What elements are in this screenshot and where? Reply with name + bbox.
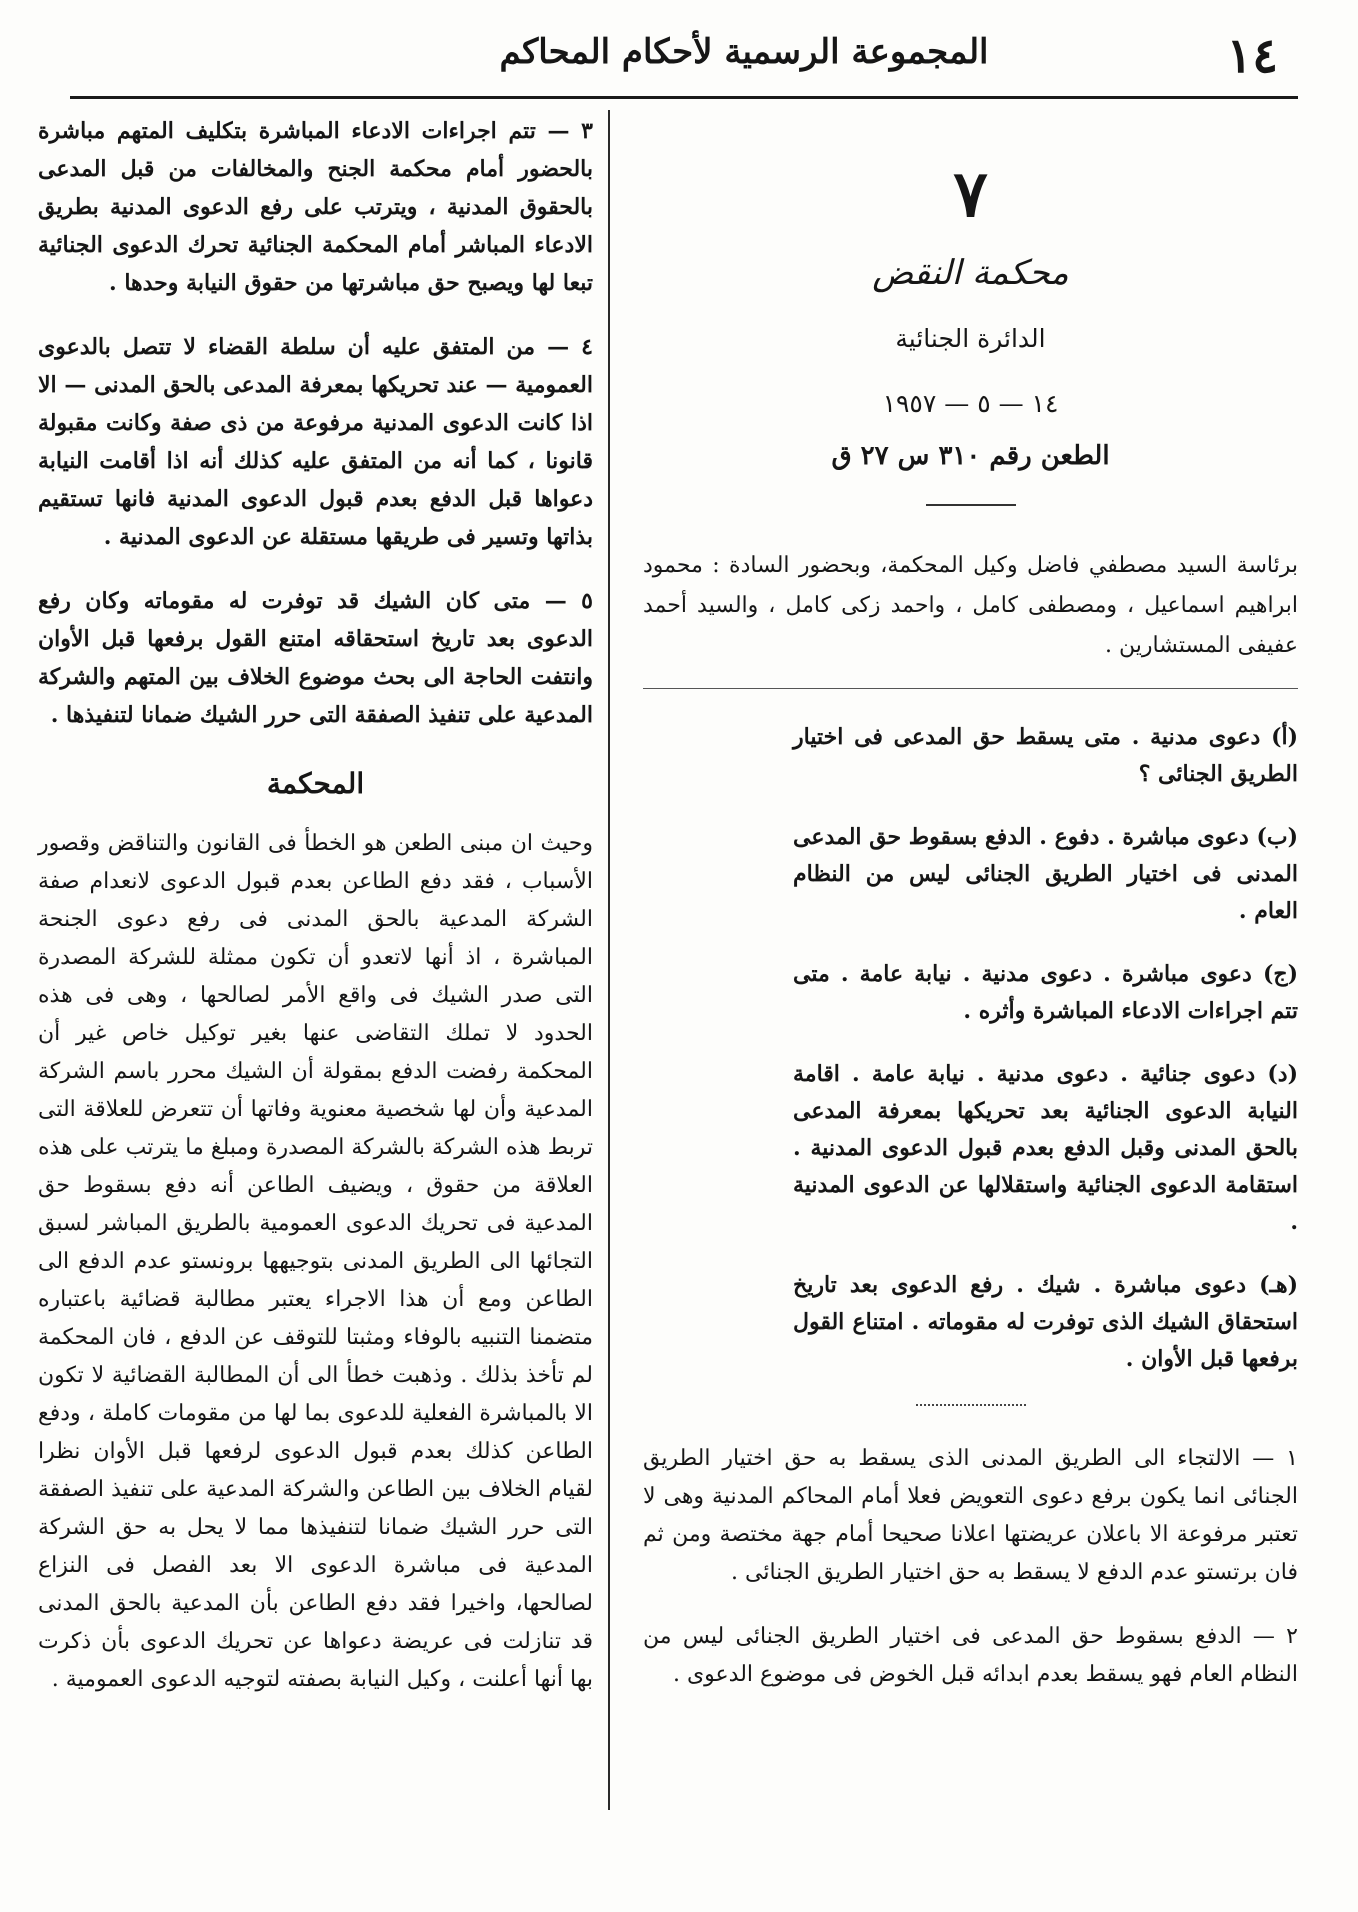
judgment-heading: المحكمة [266, 767, 365, 800]
appeal-number: الطعن رقم ٣١٠ س ٢٧ ق [831, 441, 1110, 471]
headnote-text: دعوى مباشرة . دفوع . الدفع بسقوط حق المدعى المدنى فى اختيار الطريق الجنائى ليس من النظام العام . [792, 824, 1298, 924]
headnote-mark: (د) [1267, 1061, 1298, 1087]
legal-principle: ٤ — من المتفق عليه أن سلطة القضاء لا تتصل بالدعوى العمومية — عند تحريكها بمعرفة المدعى بالحق المدنى — الا اذا كانت الدعوى المدنية مرفوعة من ذى صفة وكانت مقبولة قانونا ، كما أنه من المتفق عليه كذلك أنه اذا أقامت النيابة دعواها قبل الدفع بعدم قبول الدعوى المدنية فانها تستقيم بذاتها وتسير فى طريقها مستقلة عن الدعوى المدنية . [38, 334, 594, 550]
left-column [38, 112, 593, 1725]
headnote-mark: (ب) [1256, 824, 1298, 850]
headnote-text: دعوى مدنية . متى يسقط حق المدعى فى اختيار الطريق الجنائى ؟ [793, 724, 1298, 787]
headnote-text: دعوى مباشرة . شيك . رفع الدعوى بعد تاريخ استحقاق الشيك الذى توفرت له مقوماته . امتناع القول برفعها قبل الأوان . [793, 1272, 1298, 1372]
page-header [70, 22, 1298, 99]
separator-rule [916, 1404, 1026, 1406]
headnote [643, 819, 1298, 930]
presidency-paragraph: برئاسة السيد مصطفي فاضل وكيل المحكمة، وبحضور السادة : محمود ابراهيم اسماعيل ، ومصطفى كامل ، واحمد زكى كامل ، والسيد أحمد عفيفى المستشارين . [643, 553, 1298, 658]
legal-principle: ٥ — متى كان الشيك قد توفرت له مقوماته وكان رفع الدعوى بعد تاريخ استحقاقه امتنع القول برفعها قبل الأوان وانتفت الحاجة الى بحث موضوع الخلاف بين المتهم والشركة المدعية على تنفيذ الصفقة التى حرر الشيك ضمانا لتنفيذها . [38, 588, 593, 728]
right-column [643, 112, 1298, 1720]
headnote-text: دعوى جنائية . دعوى مدنية . نيابة عامة . اقامة النيابة الدعوى الجنائية بعد تحريكها بمعرفة المدعى بالحق المدنى وقبل الدفع بعدم قبول الدعوى المدنية . استقامة الدعوى الجنائية واستقلالها عن الدعوى المدنية . [793, 1061, 1298, 1235]
headnote-mark: (ج) [1262, 961, 1298, 987]
running-title: المجموعة الرسمية لأحكام المحاكم [499, 32, 989, 72]
headnote [643, 1056, 1298, 1241]
headnote-mark: (هـ) [1259, 1272, 1298, 1298]
legal-principle: ٣ — تتم اجراءات الادعاء المباشرة بتكليف المتهم مباشرة بالحضور أمام محكمة الجنح والمخالفات من قبل المدعى بالحقوق المدنية ، ويترتب على رفع الدعوى المدنية بطريق الادعاء المباشر أمام المحكمة الجنائية تحرك الدعوى الجنائية تبعا لها ويصبح حق مباشرتها من حقوق النيابة وحدها . [38, 118, 593, 296]
circuit-name: الدائرة الجنائية [895, 324, 1046, 353]
legal-principle: ٢ — الدفع بسقوط حق المدعى فى اختيار الطريق الجنائى ليس من النظام العام فهو يسقط بعدم ابدائه قبل الخوض فى موضوع الدعوى . [643, 1624, 1298, 1687]
headnote [643, 956, 1298, 1030]
headnote-mark: (أ) [1271, 724, 1298, 750]
legal-principle: ١ — الالتجاء الى الطريق المدنى الذى يسقط به حق اختيار الطريق الجنائى انما يكون برفع دعوى التعويض فعلا أمام المحاكم المدنية وهى لا تعتبر مرفوعة الا باعلان عريضتها اعلانا صحيحا أمام جهة مختصة ومن ثم فان برتستو عدم الدفع لا يسقط به حق اختيار الطريق الجنائى . [643, 1446, 1298, 1585]
headnote [643, 719, 1298, 793]
headnote [643, 1267, 1298, 1378]
headnote-text: دعوى مباشرة . دعوى مدنية . نيابة عامة . متى تتم اجراءات الادعاء المباشرة وأثره . [793, 961, 1298, 1024]
case-number: ٧ [953, 157, 988, 232]
court-name: محكمة النقض [872, 253, 1069, 293]
ruling-date: ١٤ — ٥ — ١٩٥٧ [882, 389, 1059, 418]
separator-rule [926, 504, 1016, 506]
page-number: ١٤ [1226, 28, 1278, 84]
separator-rule [643, 688, 1298, 689]
judgment-text: وحيث ان مبنى الطعن هو الخطأ فى القانون والتناقض وقصور الأسباب ، فقد دفع الطاعن بعدم قبول الدعوى لانعدام صفة الشركة المدعية بالحق المدنى فى رفع دعوى الجنحة المباشرة ، اذ أنها لاتعدو أن تكون ممثلة للشركة المصدرة التى صدر الشيك فى واقع الأمر لصالحها ، وهى فى هذه الحدود لا تملك التقاضى عنها بغير توكيل خاص غير أن المحكمة رفضت الدفع بمقولة أن الشيك محرر باسم الشركة المدعية وأن لها شخصية معنوية وفاتها أن تتعرض للعلاقة التى تربط هذه الشركة بالشركة المصدرة ومبلغ ما يترتب على هذه العلاقة من حقوق ، ويضيف الطاعن أنه دفع بسقوط حق المدعية فى تحريك الدعوى العمومية بالطريق المباشر لسبق التجائها الى الطريق المدنى بتوجيهها برونستو عدم الدفع الى الطاعن ومع أن هذا الاجراء يعتبر مطالبة قضائية باعتباره متضمنا التنبيه بالوفاء ومثبتا للتوقف عن الدفع ، فان المحكمة لم تأخذ بذلك . وذهبت خطأ الى أن المطالبة القضائية لا تكون الا بالمباشرة الفعلية للدعوى بما لها من مقومات كاملة ، ودفع الطاعن كذلك بعدم قبول الدعوى لرفعها قبل الأوان نظرا لقيام الخلاف بين الطاعن والشركة المدعية على تنفيذ الصفقة التى حرر الشيك ضمانا لتنفيذها مما لا يحل به حق الشركة المدعية فى مباشرة الدعوى الا بعد الفصل فى النزاع لصالحها، واخيرا فقد دفع الطاعن بأن المدعية بالحق المدنى قد تنازلت فى عريضة دعواها عن تحريك الدعوى بأن ذكرت بها أنها أعلنت ، وكيل النيابة بصفته لتوجيه الدعوى العمومية . [38, 831, 593, 1692]
column-divider [608, 110, 610, 1810]
